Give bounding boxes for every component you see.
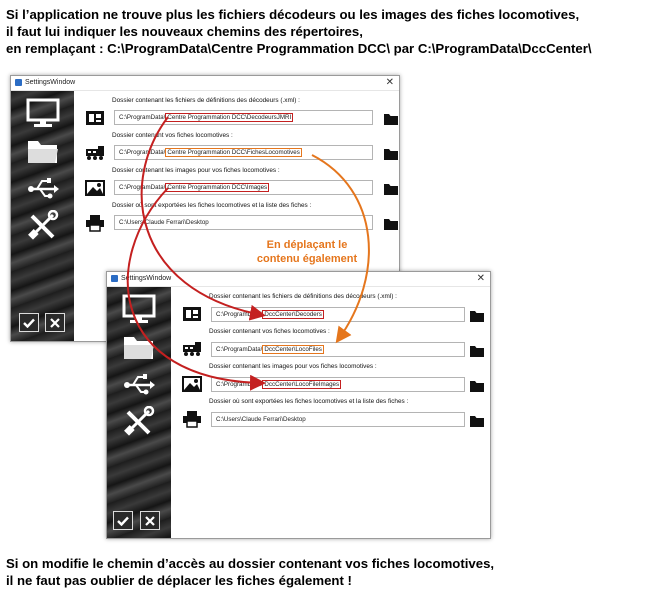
cancel-button[interactable] bbox=[45, 313, 65, 332]
callout-text bbox=[246, 238, 368, 266]
export-path-value: C:\Users\Claude Ferrari\Desktop bbox=[119, 219, 209, 226]
decoders-path-highlight: Centre Programmation DCC\DecodeursJMRI bbox=[167, 114, 292, 121]
decoder-chip-icon bbox=[179, 304, 205, 324]
settings-window-after bbox=[106, 271, 491, 539]
locos-path-highlight: DccCenter\LocoFiles bbox=[264, 346, 322, 353]
sidebar bbox=[107, 287, 171, 538]
confirm-button[interactable] bbox=[19, 313, 39, 332]
images-label: Dossier contenant les images pour vos fiches locomotives : bbox=[112, 167, 280, 174]
images-browse-folder-icon[interactable] bbox=[384, 183, 398, 195]
images-path-prefix: C:\ProgramData\ bbox=[119, 184, 166, 191]
confirm-button[interactable] bbox=[113, 511, 133, 530]
images-label: Dossier contenant les images pour vos fiches locomotives : bbox=[209, 363, 377, 370]
sidebar-folder-icon[interactable] bbox=[107, 331, 171, 363]
close-button[interactable]: ✕ bbox=[476, 273, 485, 284]
images-path-highlight: Centre Programmation DCC\Images bbox=[167, 184, 268, 191]
export-path-field[interactable] bbox=[211, 412, 465, 427]
locos-path-field[interactable] bbox=[114, 145, 373, 160]
window-title: SettingsWindow bbox=[121, 275, 172, 282]
app-icon bbox=[111, 275, 118, 282]
sidebar-folder-icon[interactable] bbox=[11, 135, 74, 167]
export-path-field[interactable] bbox=[114, 215, 373, 230]
decoders-browse-folder-icon[interactable] bbox=[384, 113, 398, 125]
sidebar-monitor-icon[interactable] bbox=[11, 97, 74, 129]
image-icon bbox=[179, 374, 205, 394]
decoders-path-field[interactable] bbox=[114, 110, 373, 125]
locos-browse-folder-icon[interactable] bbox=[470, 345, 484, 357]
export-path-value: C:\Users\Claude Ferrari\Desktop bbox=[216, 416, 306, 423]
printer-icon bbox=[82, 213, 108, 233]
window-title: SettingsWindow bbox=[25, 79, 76, 86]
title-bar bbox=[107, 272, 490, 287]
locos-browse-folder-icon[interactable] bbox=[384, 148, 398, 160]
export-label: Dossier où sont exportées les fiches locomotives et la liste des fiches : bbox=[112, 202, 312, 209]
cancel-button[interactable] bbox=[140, 511, 160, 530]
decoders-label: Dossier contenant les fichiers de définitions des décodeurs (.xml) : bbox=[112, 97, 300, 104]
printer-icon bbox=[179, 409, 205, 429]
locos-path-highlight: Centre Programmation DCC\FichesLocomotives bbox=[167, 149, 300, 156]
close-button[interactable]: ✕ bbox=[385, 77, 394, 88]
sidebar bbox=[11, 91, 74, 341]
intro-text bbox=[6, 6, 656, 57]
decoders-path-highlight: DccCenter\Decoders bbox=[264, 311, 322, 318]
callout-line-1: En déplaçant le bbox=[266, 239, 348, 251]
locos-path-field[interactable] bbox=[211, 342, 465, 357]
outro-line-2: il ne faut pas oublier de déplacer les fiches également ! bbox=[6, 573, 352, 588]
export-label: Dossier où sont exportées les fiches locomotives et la liste des fiches : bbox=[209, 398, 409, 405]
images-path-prefix: C:\ProgramData\ bbox=[216, 381, 263, 388]
callout-line-2: contenu également bbox=[256, 253, 358, 265]
export-browse-folder-icon[interactable] bbox=[384, 218, 398, 230]
outro-line-1: Si on modifie le chemin d’accès au dossier contenant vos fiches locomotives, bbox=[6, 556, 495, 571]
decoders-path-prefix: C:\ProgramData\ bbox=[216, 311, 263, 318]
settings-content bbox=[171, 287, 490, 538]
app-icon bbox=[15, 79, 22, 86]
sidebar-usb-icon[interactable] bbox=[107, 369, 171, 401]
decoder-chip-icon bbox=[82, 108, 108, 128]
decoders-path-prefix: C:\ProgramData\ bbox=[119, 114, 166, 121]
images-path-field[interactable] bbox=[114, 180, 373, 195]
locomotive-icon bbox=[82, 143, 108, 163]
image-icon bbox=[82, 178, 108, 198]
images-browse-folder-icon[interactable] bbox=[470, 380, 484, 392]
decoders-browse-folder-icon[interactable] bbox=[470, 310, 484, 322]
intro-line-1: Si l’application ne trouve plus les fichiers décodeurs ou les images des fiches locomotives, bbox=[6, 7, 580, 22]
locomotive-icon bbox=[179, 339, 205, 359]
locos-label: Dossier contenant vos fiches locomotives : bbox=[209, 328, 330, 335]
locos-path-prefix: C:\ProgramData\ bbox=[119, 149, 166, 156]
decoders-label: Dossier contenant les fichiers de définitions des décodeurs (.xml) : bbox=[209, 293, 397, 300]
decoders-path-field[interactable] bbox=[211, 307, 465, 322]
sidebar-usb-icon[interactable] bbox=[11, 173, 74, 205]
outro-text bbox=[6, 555, 656, 589]
intro-line-3: en remplaçant : C:\ProgramData\Centre Programmation DCC\ par C:\ProgramData\DccCenter\ bbox=[6, 41, 592, 56]
locos-label: Dossier contenant vos fiches locomotives : bbox=[112, 132, 233, 139]
intro-line-2: il faut lui indiquer les nouveaux chemins des répertoires, bbox=[6, 24, 363, 39]
images-path-field[interactable] bbox=[211, 377, 465, 392]
sidebar-monitor-icon[interactable] bbox=[107, 293, 171, 325]
locos-path-prefix: C:\ProgramData\ bbox=[216, 346, 263, 353]
images-path-highlight: DccCenter\LocoFileImages bbox=[264, 381, 340, 388]
title-bar bbox=[11, 76, 399, 91]
sidebar-tools-icon[interactable] bbox=[11, 209, 74, 241]
export-browse-folder-icon[interactable] bbox=[470, 415, 484, 427]
sidebar-tools-icon[interactable] bbox=[107, 405, 171, 437]
